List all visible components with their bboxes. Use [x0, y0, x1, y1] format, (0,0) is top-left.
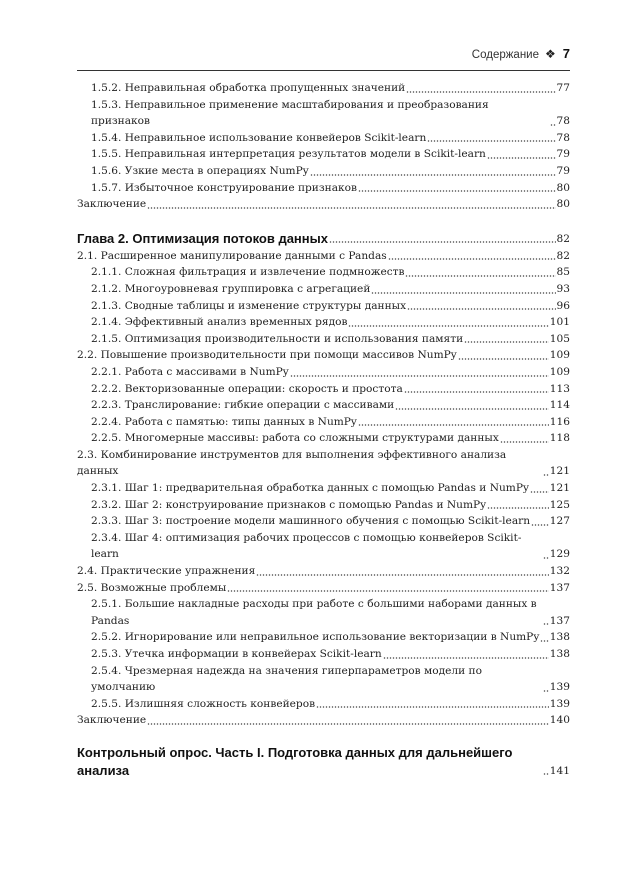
toc-entry-title: 2.1.3. Сводные таблицы и изменение структуры данных: [91, 299, 407, 312]
page-number: 7: [562, 46, 570, 61]
toc-entry: [77, 480, 570, 497]
toc-entry-page: 132: [549, 565, 570, 578]
toc-entry-page: 118: [549, 432, 570, 445]
toc-leader: [531, 518, 549, 526]
toc-entry: [77, 596, 570, 629]
toc-entry: [77, 381, 570, 398]
toc-leader: [383, 651, 549, 659]
toc-entry: [77, 264, 570, 281]
toc-entry-title: 2.1. Расширенное манипулирование данными с Pandas: [77, 249, 387, 262]
toc-chapter: [77, 744, 570, 780]
toc-leader: [550, 118, 556, 126]
toc-entry-page: 113: [549, 382, 570, 395]
toc-entry-title: 2.5. Возможные проблемы: [77, 581, 227, 594]
ornament-icon: ❖: [545, 47, 556, 61]
toc-chapter: [77, 230, 570, 248]
toc-entry: [77, 530, 570, 563]
toc-entry-page: 109: [549, 365, 570, 378]
toc-leader: [358, 184, 556, 192]
toc-leader: [395, 402, 549, 410]
toc-entry-title: 2.5.3. Утечка информации в конвейерах Scikit-learn: [91, 648, 382, 660]
toc-entry: [77, 196, 570, 213]
toc-leader: [530, 485, 549, 493]
toc-entry-title: 1.5.3. Неправильное применение масштабирования и преобразования признаков: [91, 98, 489, 128]
toc-entry-title: 2.5.4. Чрезмерная надежда на значения гиперпараметров модели по умолчанию: [91, 664, 482, 694]
toc-entry-page: 121: [549, 482, 570, 495]
toc-entry: [77, 281, 570, 298]
toc-entry-page: 114: [549, 399, 570, 412]
toc-entry: [77, 331, 570, 348]
toc-leader: [256, 568, 549, 576]
toc-entry-title: 2.3.1. Шаг 1: предварительная обработка данных с помощью Pandas и NumPy: [91, 482, 529, 495]
toc-entry: [77, 430, 570, 447]
toc-entry-page: 78: [556, 131, 570, 144]
toc-leader: [405, 269, 555, 277]
toc-entry-page: 139: [549, 681, 570, 694]
toc-leader: [407, 302, 555, 310]
toc-entry-page: 105: [549, 332, 570, 345]
toc-leader: [540, 634, 548, 642]
toc-entry-page: 141: [549, 764, 570, 777]
toc-entry-title: 2.3.4. Шаг 4: оптимизация рабочих процессов с помощью конвейеров Scikit-learn: [91, 531, 522, 561]
toc-entry-title: Заключение: [77, 714, 147, 727]
toc-entry: [77, 696, 570, 713]
toc-leader: [348, 319, 548, 327]
toc-entry: [77, 563, 570, 580]
toc-entry: [77, 298, 570, 315]
toc-entry: [77, 629, 570, 646]
toc-entry-title: 2.5.5. Излишняя сложность конвейеров: [91, 697, 316, 710]
chapter-title: Контрольный опрос. Часть I. Подготовка данных для дальнейшего анализа: [77, 744, 513, 778]
toc-entry-page: 79: [556, 164, 570, 177]
toc-leader: [464, 335, 549, 343]
toc-leader: [147, 201, 555, 209]
toc-leader: [371, 286, 555, 294]
toc-entry: [77, 146, 570, 163]
running-header: [77, 40, 570, 71]
toc-entry: [77, 347, 570, 364]
toc-entry: [77, 447, 570, 480]
toc-entry-page: 79: [556, 148, 570, 161]
toc-entry-title: 2.2.4. Работа с памятью: типы данных в NumPy: [91, 415, 357, 428]
toc-entry-page: 101: [549, 316, 570, 329]
toc-entry-title: 1.5.7. Избыточное конструирование признаков: [91, 181, 357, 194]
toc-entry-page: 137: [549, 581, 570, 594]
table-of-contents: [77, 80, 570, 780]
toc-entry-title: Заключение: [77, 198, 147, 211]
toc-entry-page: 139: [549, 697, 570, 710]
toc-leader: [290, 369, 549, 377]
toc-entry-title: 2.4. Практические упражнения: [77, 565, 256, 578]
toc-entry-page: 96: [556, 299, 570, 312]
toc-entry-page: 125: [549, 498, 570, 511]
toc-entry-title: 2.2.5. Многомерные массивы: работа со сложными структурами данных: [91, 432, 499, 445]
toc-entry: [77, 248, 570, 265]
toc-entry-page: 127: [549, 515, 570, 528]
toc-entry-page: 93: [556, 282, 570, 295]
toc-leader: [500, 435, 549, 443]
chapter-title: Глава 2. Оптимизация потоков данных: [77, 230, 328, 246]
toc-entry-title: 2.1.5. Оптимизация производительности и использования памяти: [91, 332, 464, 345]
toc-entry-title: 2.3.2. Шаг 2: конструирование признаков с помощью Pandas и NumPy: [91, 498, 487, 511]
toc-leader: [543, 767, 549, 775]
toc-leader: [358, 418, 549, 426]
toc-leader: [310, 168, 556, 176]
toc-entry-title: 2.2.1. Работа с массивами в NumPy: [91, 365, 289, 378]
toc-entry-page: 137: [549, 614, 570, 627]
toc-leader: [543, 551, 549, 559]
toc-entry-title: 2.3.3. Шаг 3: построение модели машинного обучения с помощью Scikit-learn: [91, 515, 531, 528]
toc-entry-page: 85: [556, 266, 570, 279]
toc-leader: [329, 235, 556, 243]
toc-leader: [487, 501, 549, 509]
toc-entry-title: 1.5.6. Узкие места в операциях NumPy: [91, 164, 309, 177]
toc-leader: [316, 700, 549, 708]
toc-entry-title: 2.1.2. Многоуровневая группировка с агрегацией: [91, 282, 371, 295]
toc-entry: [77, 712, 570, 729]
toc-leader: [227, 584, 548, 592]
toc-entry-title: 1.5.4. Неправильное использование конвейеров Scikit-learn: [91, 131, 427, 144]
toc-entry-page: 138: [549, 648, 570, 660]
toc-entry: [77, 497, 570, 514]
toc-entry: [77, 414, 570, 431]
toc-entry-page: 109: [549, 349, 570, 362]
section-title: Содержание: [471, 49, 539, 61]
toc-entry-title: 2.3. Комбинирование инструментов для выполнения эффективного анализа данных: [77, 448, 507, 478]
toc-entry: [77, 364, 570, 381]
toc-entry-title: 2.2.2. Векторизованные операции: скорость и простота: [91, 382, 403, 395]
toc-entry-page: 80: [556, 198, 570, 211]
toc-entry: [77, 163, 570, 180]
toc-entry: [77, 580, 570, 597]
toc-entry: [77, 646, 570, 663]
toc-leader: [388, 252, 556, 260]
toc-entry-title: 1.5.5. Неправильная интерпретация результатов модели в Scikit-learn: [91, 148, 486, 161]
toc-entry-page: 116: [549, 415, 570, 428]
toc-entry-page: 140: [549, 714, 570, 727]
toc-entry-title: 2.5.2. Игнорирование или неправильное использование векторизации в NumPy: [91, 631, 540, 644]
toc-leader: [427, 134, 555, 142]
toc-entry-title: 1.5.2. Неправильная обработка пропущенных значений: [91, 82, 406, 94]
toc-entry: [77, 513, 570, 530]
toc-entry: [77, 130, 570, 147]
toc-entry-title: 2.1.4. Эффективный анализ временных рядов: [91, 316, 348, 329]
toc-entry-page: 77: [556, 82, 570, 94]
toc-leader: [543, 617, 549, 625]
toc-entry-page: 78: [556, 115, 570, 128]
toc-leader: [543, 684, 549, 692]
toc-entry-page: 82: [556, 232, 570, 245]
toc-entry: [77, 397, 570, 414]
toc-leader: [404, 385, 549, 393]
toc-entry-page: 121: [549, 465, 570, 478]
toc-entry-page: 138: [549, 631, 570, 644]
toc-entry-title: 2.1.1. Сложная фильтрация и извлечение подмножеств: [91, 266, 405, 279]
toc-entry-page: 80: [556, 181, 570, 194]
toc-leader: [147, 717, 549, 725]
toc-entry-title: 2.2.3. Транслирование: гибкие операции с массивами: [91, 399, 395, 412]
toc-entry-title: 2.2. Повышение производительности при помощи массивов NumPy: [77, 349, 457, 362]
toc-entry: [77, 97, 570, 130]
toc-entry: [77, 80, 570, 97]
toc-leader: [487, 151, 556, 159]
toc-leader: [406, 85, 555, 93]
toc-entry: [77, 663, 570, 696]
toc-entry-page: 82: [556, 249, 570, 262]
toc-entry: [77, 180, 570, 197]
toc-entry-title: 2.5.1. Большие накладные расходы при работе с большими наборами данных в Pandas: [91, 598, 537, 627]
toc-entry: [77, 314, 570, 331]
toc-entry-page: 129: [549, 548, 570, 561]
toc-leader: [543, 468, 549, 476]
toc-leader: [458, 352, 549, 360]
